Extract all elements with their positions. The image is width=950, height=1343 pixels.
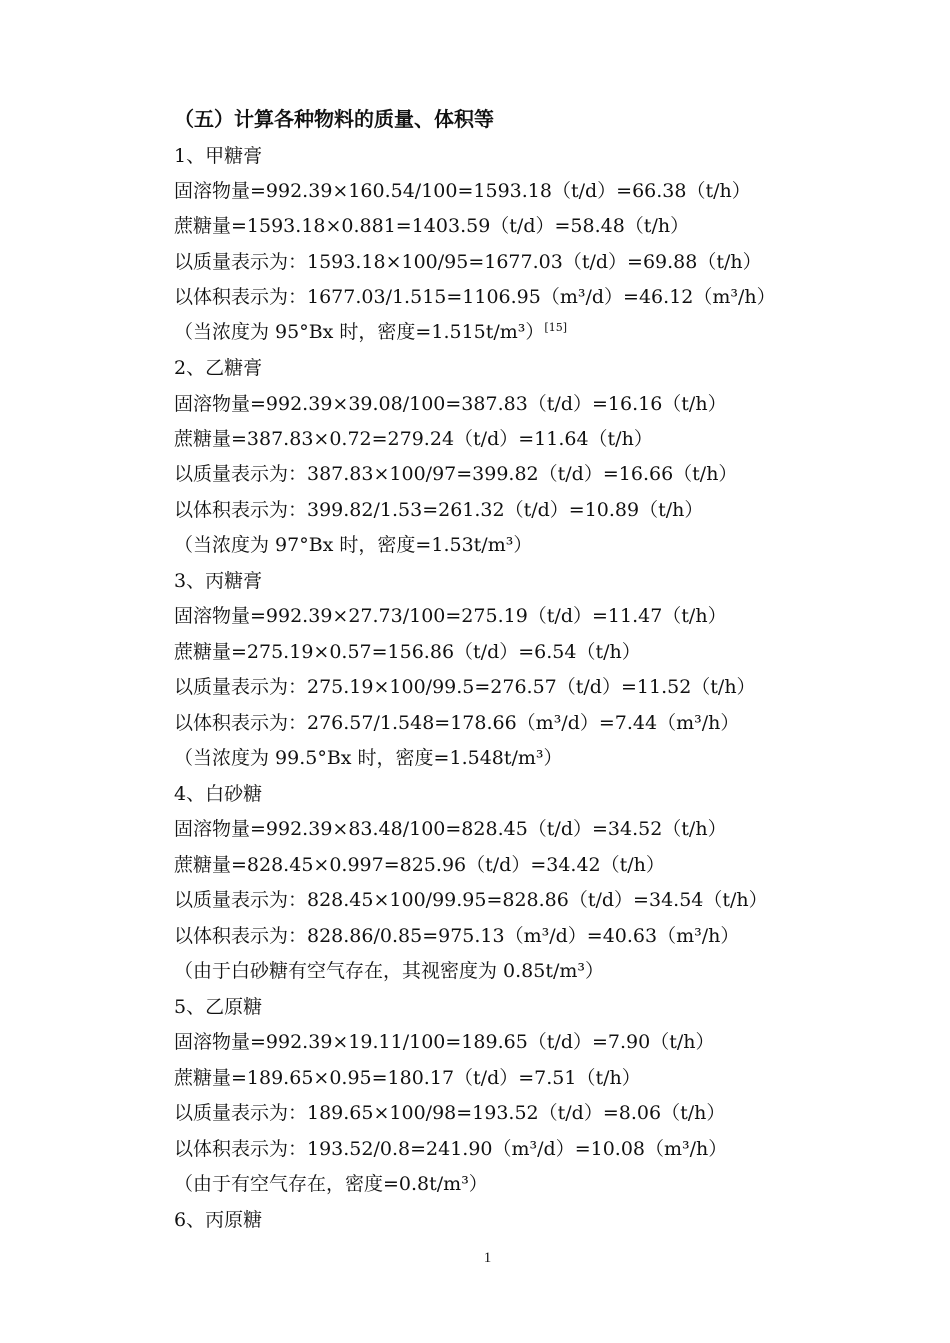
calc-line: 蔗糖量=275.19×0.57=156.86（t/d）=6.54（t/h） [174,641,641,663]
calc-line: 固溶物量=992.39×83.48/100=828.45（t/d）=34.52（t/h） [174,818,727,840]
calc-line: 以质量表示为：828.45×100/99.95=828.86（t/d）=34.54（t/h） [174,889,768,911]
calc-line: 以体积表示为：276.57/1.548=178.66（m³/d）=7.44（m³/h） [174,712,740,734]
calc-line: 固溶物量=992.39×27.73/100=275.19（t/d）=11.47（t/h） [174,605,727,627]
calc-line: 以体积表示为：828.86/0.85=975.13（m³/d）=40.63（m³/h） [174,925,740,947]
density-note: （由于白砂糖有空气存在，其视密度为 0.85t/m³） [174,960,605,982]
calc-line: 蔗糖量=189.65×0.95=180.17（t/d）=7.51（t/h） [174,1067,641,1089]
density-note [174,320,567,344]
calc-line: 固溶物量=992.39×19.11/100=189.65（t/d）=7.90（t/h） [174,1031,715,1053]
density-note: （当浓度为 99.5°Bx 时，密度=1.548t/m³） [174,747,563,769]
calc-line: 以质量表示为：189.65×100/98=193.52（t/d）=8.06（t/h） [174,1102,726,1124]
calc-line: 蔗糖量=828.45×0.997=825.96（t/d）=34.42（t/h） [174,854,665,876]
calc-line: 以质量表示为：1593.18×100/95=1677.03（t/d）=69.88（t/h） [174,251,762,273]
density-note-text: （当浓度为 95°Bx 时，密度=1.515t/m³） [174,321,545,343]
citation-ref: [15] [544,321,568,334]
calc-line: 蔗糖量=1593.18×0.881=1403.59（t/d）=58.48（t/h） [174,215,690,237]
calc-line: 以质量表示为：387.83×100/97=399.82（t/d）=16.66（t/h） [174,463,738,485]
subsection-title-1: 1、甲糖膏 [174,145,263,167]
section-heading: （五）计算各种物料的质量、体积等 [174,107,494,131]
subsection-title-2: 2、乙糖膏 [174,357,263,379]
calc-line: 固溶物量=992.39×160.54/100=1593.18（t/d）=66.38（t/h） [174,180,751,202]
calc-line: 以体积表示为：193.52/0.8=241.90（m³/d）=10.08（m³/h） [174,1138,728,1160]
subsection-title-4: 4、白砂糖 [174,783,263,805]
subsection-title-5: 5、乙原糖 [174,996,263,1018]
calc-line: 以体积表示为：1677.03/1.515=1106.95（m³/d）=46.12（m³/h） [174,286,776,308]
calc-line: 蔗糖量=387.83×0.72=279.24（t/d）=11.64（t/h） [174,428,653,450]
calc-line: 固溶物量=992.39×39.08/100=387.83（t/d）=16.16（t/h） [174,393,727,415]
calc-line: 以体积表示为：399.82/1.53=261.32（t/d）=10.89（t/h） [174,499,704,521]
subsection-title-6: 6、丙原糖 [174,1209,263,1231]
calc-line: 以质量表示为：275.19×100/99.5=276.57（t/d）=11.52（t/h） [174,676,756,698]
page-number: 1 [483,1250,492,1266]
density-note: （由于有空气存在，密度=0.8t/m³） [174,1173,488,1195]
density-note: （当浓度为 97°Bx 时，密度=1.53t/m³） [174,534,533,556]
subsection-title-3: 3、丙糖膏 [174,570,263,592]
